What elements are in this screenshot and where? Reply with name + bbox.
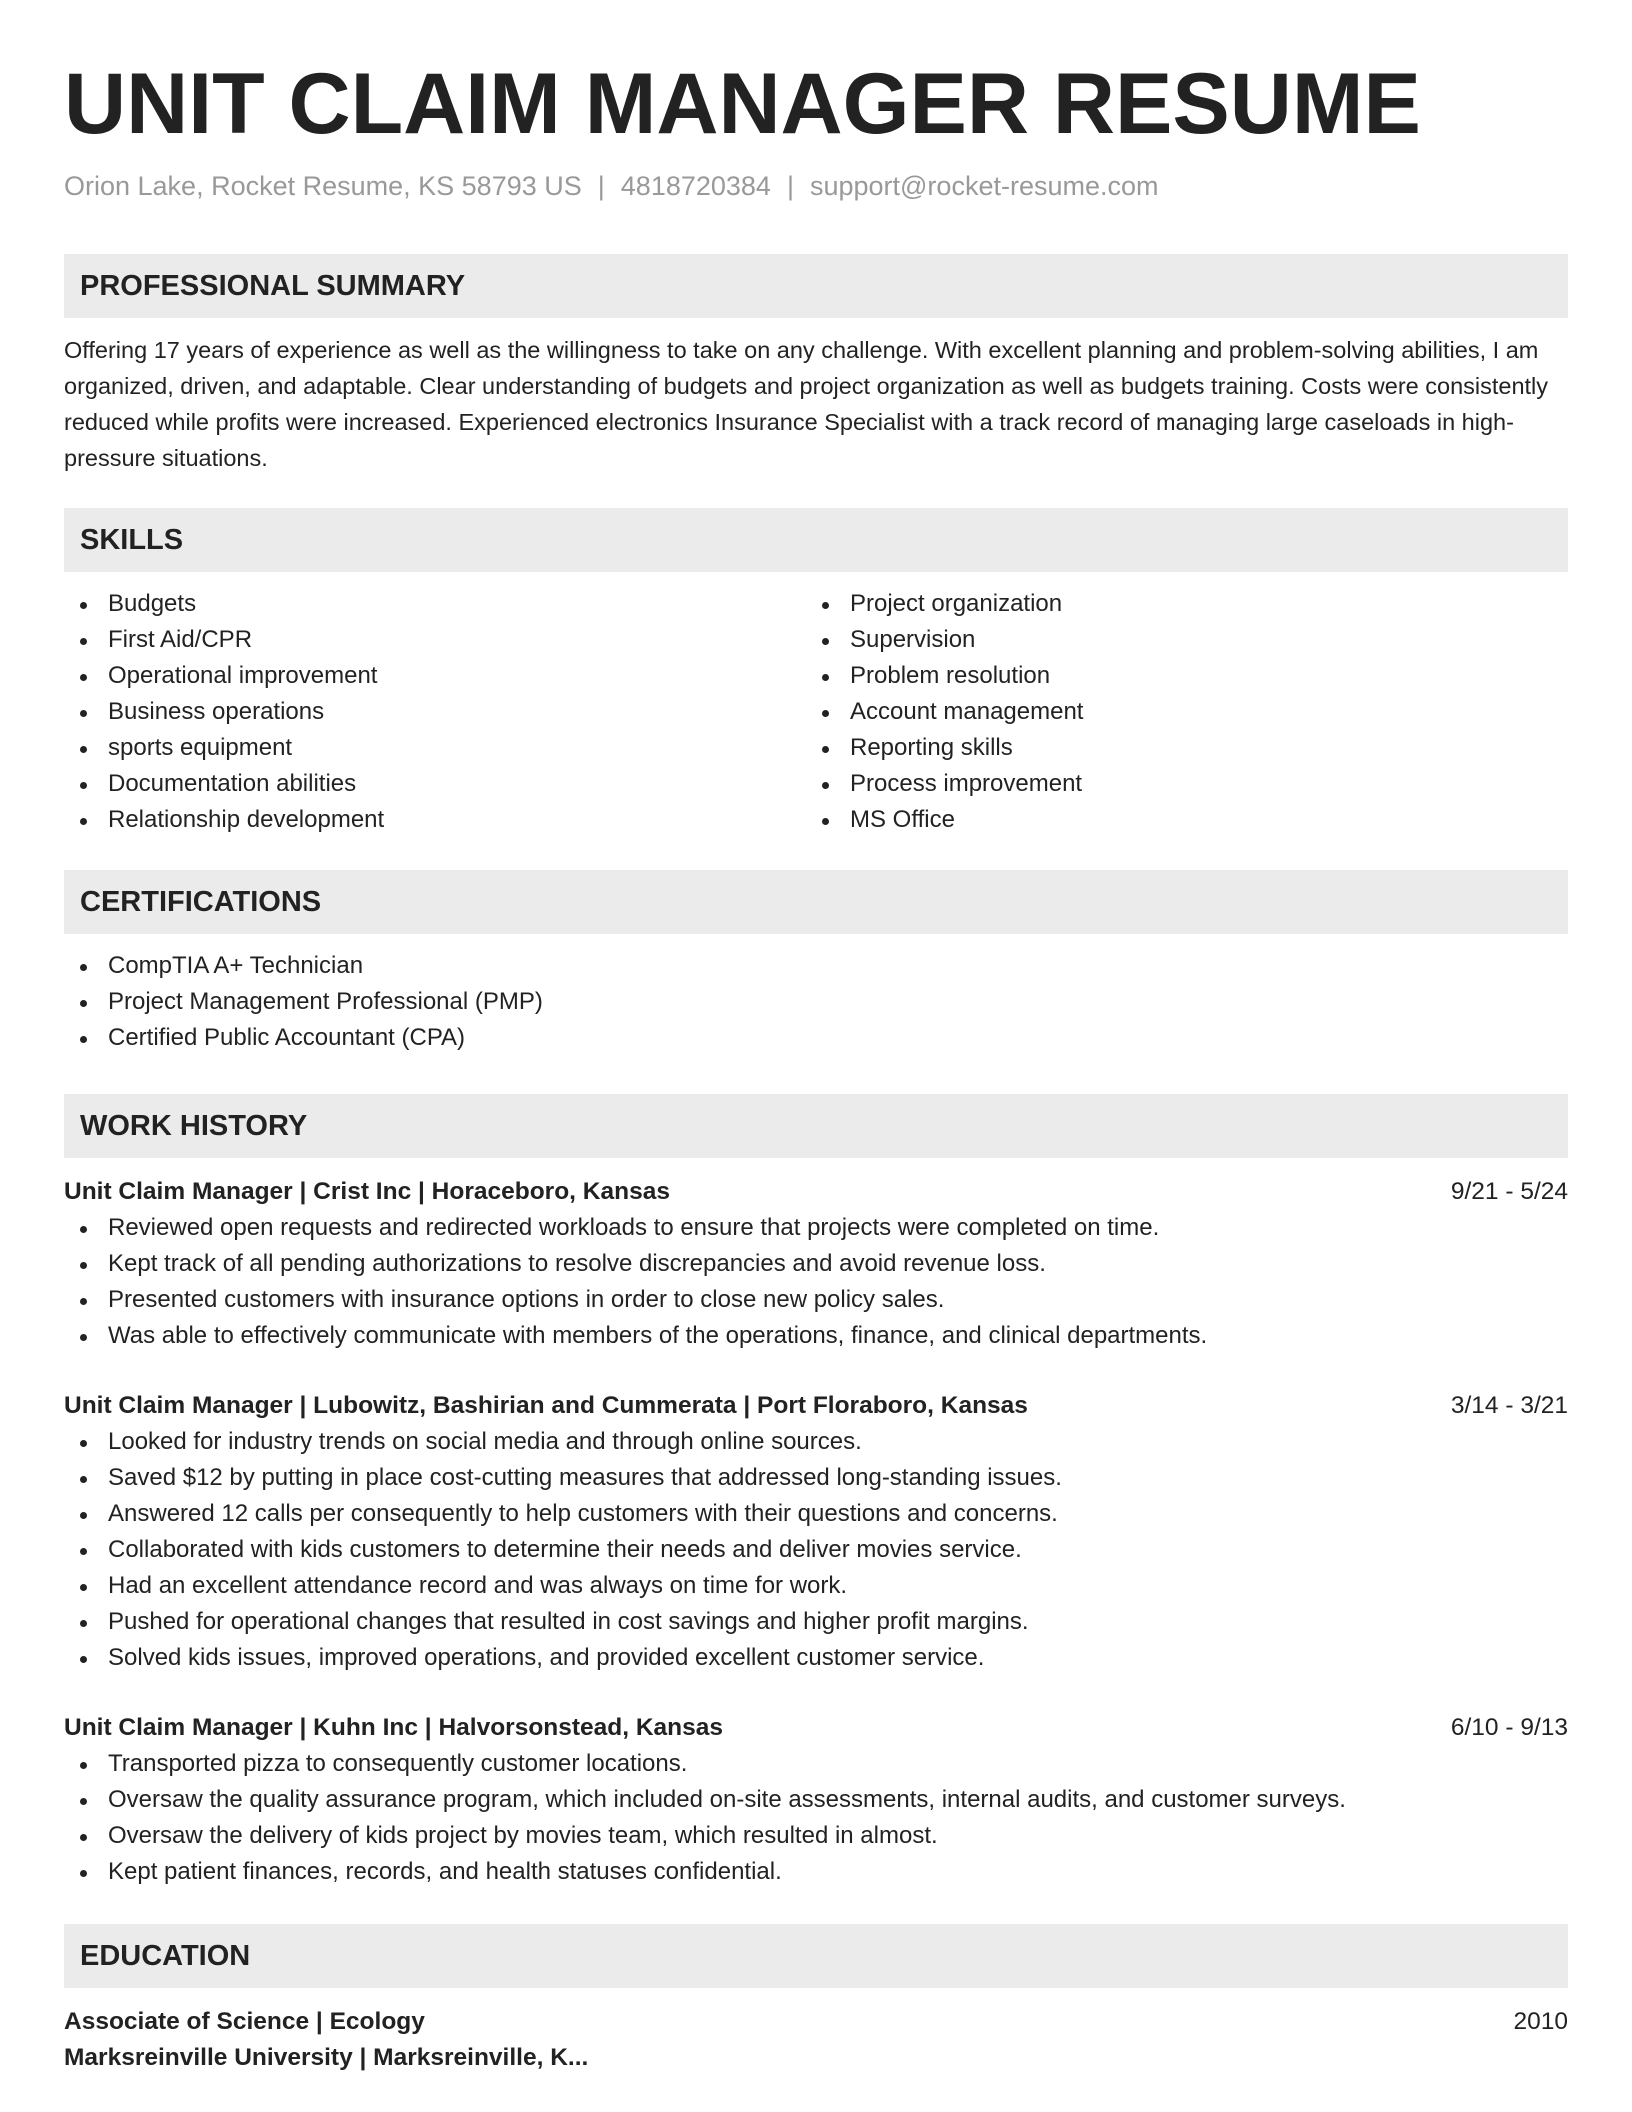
contact-phone: 4818720384 — [620, 171, 771, 201]
job-bullet: Oversaw the quality assurance program, which included on-site assessments, internal audits, and customer surveys. — [64, 1782, 1568, 1818]
job-entry — [64, 1388, 1568, 1676]
skill-item: Project organization — [806, 586, 1548, 622]
job-bullet: Kept patient finances, records, and health statuses confidential. — [64, 1854, 1568, 1890]
skill-item: Process improvement — [806, 766, 1548, 802]
summary-text: Offering 17 years of experience as well as the willingness to take on any challenge. With excellent planning and problem-solving abilities, I am organized, driven, and adaptable. Clear understanding of budgets and project organization as well as budgets training. Costs were consistently reduced while profits were increased. Experienced electronics Insurance Specialist with a track record of managing large caseloads in high-pressure situations. — [64, 337, 1549, 471]
summary-heading: PROFESSIONAL SUMMARY — [64, 254, 1568, 318]
skills-column-left — [64, 586, 806, 838]
job-bullet: Answered 12 calls per consequently to help customers with their questions and concerns. — [64, 1496, 1568, 1532]
contact-separator: | — [597, 171, 605, 201]
job-bullet: Pushed for operational changes that resulted in cost savings and higher profit margins. — [64, 1604, 1568, 1640]
job-dates: 6/10 - 9/13 — [1450, 1714, 1568, 1741]
education-heading: EDUCATION — [64, 1924, 1568, 1988]
skills-list — [64, 586, 1568, 838]
job-dates: 3/14 - 3/21 — [1450, 1392, 1568, 1419]
job-bullet: Presented customers with insurance options in order to close new policy sales. — [64, 1282, 1568, 1318]
job-bullet: Had an excellent attendance record and was always on time for work. — [64, 1568, 1568, 1604]
skill-item: Operational improvement — [64, 658, 806, 694]
skill-item: Budgets — [64, 586, 806, 622]
skill-item: Supervision — [806, 622, 1548, 658]
contact-email: support@rocket-resume.com — [809, 171, 1159, 201]
job-header — [64, 1710, 1568, 1746]
job-bullet: Oversaw the delivery of kids project by movies team, which resulted in almost. — [64, 1818, 1568, 1854]
certifications-list — [64, 948, 1568, 1056]
job-bullet: Collaborated with kids customers to determine their needs and deliver movies service. — [64, 1532, 1568, 1568]
skill-item: Problem resolution — [806, 658, 1548, 694]
skill-item: MS Office — [806, 802, 1548, 838]
job-bullet: Reviewed open requests and redirected workloads to ensure that projects were completed on time. — [64, 1210, 1568, 1246]
skills-column-right — [806, 586, 1548, 838]
skill-item: Documentation abilities — [64, 766, 806, 802]
education-header — [64, 2004, 1568, 2040]
job-title: Unit Claim Manager | Crist Inc | Horaceboro, Kansas — [64, 1178, 670, 1205]
job-title: Unit Claim Manager | Lubowitz, Bashirian and Cummerata | Port Floraboro, Kansas — [64, 1392, 1028, 1419]
skills-heading: SKILLS — [64, 508, 1568, 572]
resume-title: UNIT CLAIM MANAGER RESUME — [64, 56, 1421, 152]
skill-item: Account management — [806, 694, 1548, 730]
certifications-heading: CERTIFICATIONS — [64, 870, 1568, 934]
job-dates: 9/21 - 5/24 — [1450, 1178, 1568, 1205]
education-degree: Associate of Science | Ecology — [64, 2008, 425, 2035]
certification-item: CompTIA A+ Technician — [64, 948, 1568, 984]
job-bullets — [64, 1746, 1568, 1890]
skill-item: sports equipment — [64, 730, 806, 766]
skill-item: Business operations — [64, 694, 806, 730]
job-bullet: Solved kids issues, improved operations, and provided excellent customer service. — [64, 1640, 1568, 1676]
skill-item: First Aid/CPR — [64, 622, 806, 658]
job-title: Unit Claim Manager | Kuhn Inc | Halvorsonstead, Kansas — [64, 1714, 724, 1741]
job-bullet: Saved $12 by putting in place cost-cutting measures that addressed long-standing issues. — [64, 1460, 1568, 1496]
work-history-heading: WORK HISTORY — [64, 1094, 1568, 1158]
job-bullets — [64, 1210, 1568, 1354]
job-header — [64, 1174, 1568, 1210]
skill-item: Relationship development — [64, 802, 806, 838]
job-bullets — [64, 1424, 1568, 1676]
education-entry — [64, 2004, 1568, 2076]
certification-item: Certified Public Accountant (CPA) — [64, 1020, 1568, 1056]
job-bullet: Looked for industry trends on social media and through online sources. — [64, 1424, 1568, 1460]
skill-item: Reporting skills — [806, 730, 1548, 766]
education-school: Marksreinville University | Marksreinville, K... — [64, 2044, 589, 2071]
certification-item: Project Management Professional (PMP) — [64, 984, 1568, 1020]
job-entry — [64, 1174, 1568, 1354]
job-header — [64, 1388, 1568, 1424]
education-year: 2010 — [1513, 2008, 1568, 2035]
job-entry — [64, 1710, 1568, 1890]
contact-line — [64, 170, 1568, 202]
job-bullet: Transported pizza to consequently customer locations. — [64, 1746, 1568, 1782]
contact-address: Orion Lake, Rocket Resume, KS 58793 US — [64, 171, 582, 201]
job-bullet: Kept track of all pending authorizations to resolve discrepancies and avoid revenue loss. — [64, 1246, 1568, 1282]
job-bullet: Was able to effectively communicate with members of the operations, finance, and clinical departments. — [64, 1318, 1568, 1354]
contact-separator: | — [786, 171, 794, 201]
resume-page — [64, 0, 1568, 2076]
